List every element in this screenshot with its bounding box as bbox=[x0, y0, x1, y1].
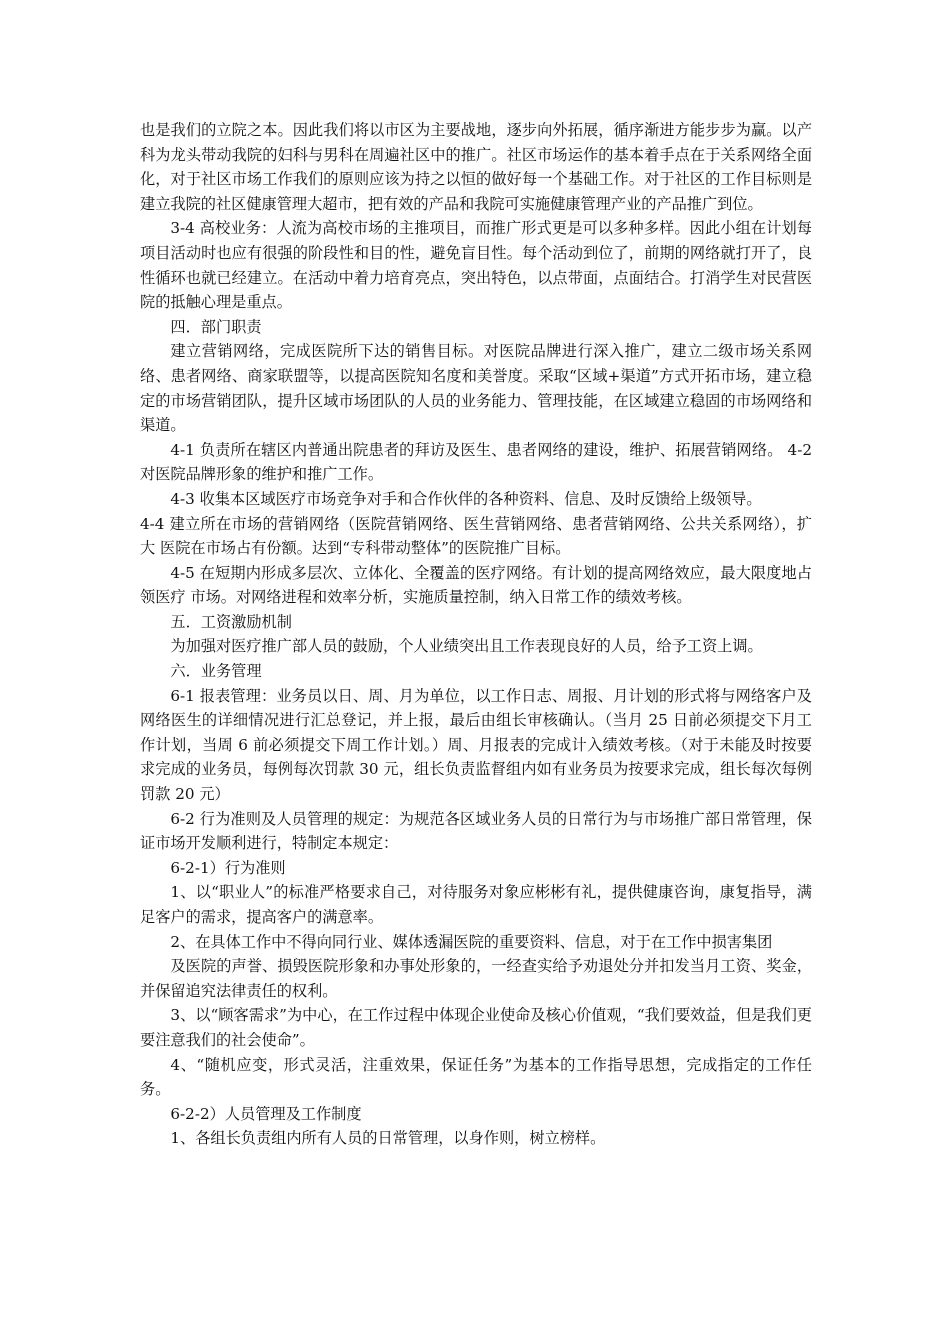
document-body bbox=[140, 118, 812, 1151]
paragraph-conduct-item-4: 4、“随机应变，形式灵活，注重效果，保证任务”为基本的工作指导思想，完成指定的工作任务。 bbox=[140, 1055, 812, 1099]
paragraph-conduct-item-2: 2、在具体工作中不得向同行业、媒体透漏医院的重要资料、信息，对于在工作中损害集团 bbox=[170, 932, 773, 951]
paragraph-salary-incentive: 为加强对医疗推广部人员的鼓励，个人业绩突出且工作表现良好的人员，给予工资上调。 bbox=[170, 637, 763, 656]
section-heading-salary-incentive: 五．工资激励机制 bbox=[170, 612, 292, 631]
subheading-personnel-management: 6-2-2）人员管理及工作制度 bbox=[170, 1104, 362, 1123]
paragraph-personnel-item-1: 1、各组长负责组内所有人员的日常管理，以身作则，树立榜样。 bbox=[170, 1129, 606, 1148]
paragraph-conduct-item-2-cont: 及医院的声誉、损毁医院形象和办事处形象的，一经查实给予劝退处分并扣发当月工资、奖金，并保留追究法律责任的权利。 bbox=[140, 957, 812, 1000]
paragraph-duty-4-1: 4-1 负责所在辖区内普通出院患者的拜访及医生、患者网络的建设，维护、拓展营销网络。 4-2 对医院品牌形象的维护和推广工作。 bbox=[140, 440, 812, 484]
paragraph-conduct-item-3: 3、以“顾客需求”为中心，在工作过程中体现企业使命及核心价值观，“我们要效益，但是我们更要注意我们的社会使命”。 bbox=[140, 1006, 812, 1049]
paragraph-university-business: 3-4 高校业务：人流为高校市场的主推项目，而推广形式更是可以多种多样。因此小组在计划每项目活动时也应有很强的阶段性和目的性，避免盲目性。每个活动到位了，前期的网络就打开了，良性循环也就已经建立。在活动中着力培育亮点，突出特色，以点带面，点面结合。打消学生对民营医院的抵触心理是重点。 bbox=[140, 219, 812, 312]
paragraph-duty-4-3: 4-3 收集本区域医疗市场竞争对手和合作伙伴的各种资料、信息、及时反馈给上级领导。 bbox=[170, 489, 762, 508]
paragraph-conduct-rules: 6-2 行为准则及人员管理的规定：为规范各区域业务人员的日常行为与市场推广部日常管理，保证市场开发顺利进行，特制定本规定： bbox=[140, 809, 812, 853]
paragraph-community-market: 也是我们的立院之本。因此我们将以市区为主要战地，逐步向外拓展，循序渐进方能步步为赢。以产科为龙头带动我院的妇科与男科在周遍社区中的推广。社区市场运作的基本着手点在于关系网络全面化，对于社区市场工作我们的原则应该为持之以恒的做好每一个基础工作。对于社区的工作目标则是建立我院的社区健康管理大超市，把有效的产品和我院可实施健康管理产业的产品推广到位。 bbox=[140, 121, 812, 213]
paragraph-duty-4-5: 4-5 在短期内形成多层次、立体化、全覆盖的医疗网络。有计划的提高网络效应，最大限度地占领医疗 市场。对网络进程和效率分析，实施质量控制，纳入日常工作的绩效考核。 bbox=[140, 563, 812, 607]
paragraph-duty-4-4: 4-4 建立所在市场的营销网络（医院营销网络、医生营销网络、患者营销网络、公共关系网络），扩大 医院在市场占有份额。达到“专科带动整体”的医院推广目标。 bbox=[140, 514, 812, 558]
paragraph-conduct-item-1: 1、以“职业人”的标准严格要求自己，对待服务对象应彬彬有礼，提供健康咨询，康复指导，满足客户的需求，提高客户的满意率。 bbox=[140, 883, 812, 926]
section-heading-department-duties: 四．部门职责 bbox=[170, 317, 262, 336]
subheading-code-of-conduct: 6-2-1）行为准则 bbox=[170, 858, 286, 877]
section-heading-business-management: 六．业务管理 bbox=[170, 662, 262, 681]
paragraph-marketing-network: 建立营销网络，完成医院所下达的销售目标。对医院品牌进行深入推广，建立二级市场关系网络、患者网络、商家联盟等，以提高医院知名度和美誉度。采取“区域+渠道”方式开拓市场，建立稳定的市场营销团队，提升区域市场团队的人员的业务能力、管理技能，在区域建立稳固的市场网络和渠道。 bbox=[140, 342, 812, 435]
paragraph-report-management: 6-1 报表管理：业务员以日、周、月为单位，以工作日志、周报、月计划的形式将与网络客户及网络医生的详细情况进行汇总登记，并上报，最后由组长审核确认。（当月 25 日前必须提交下月工作计划，当周 6 前必须提交下周工作计划。）周、月报表的完成计入绩效考核。（对于未能及时按要求完成的业务员，每例每次罚款 30 元，组长负责监督组内如有业务员为按要求完成，组长每次每例罚款 20 元） bbox=[140, 686, 812, 804]
